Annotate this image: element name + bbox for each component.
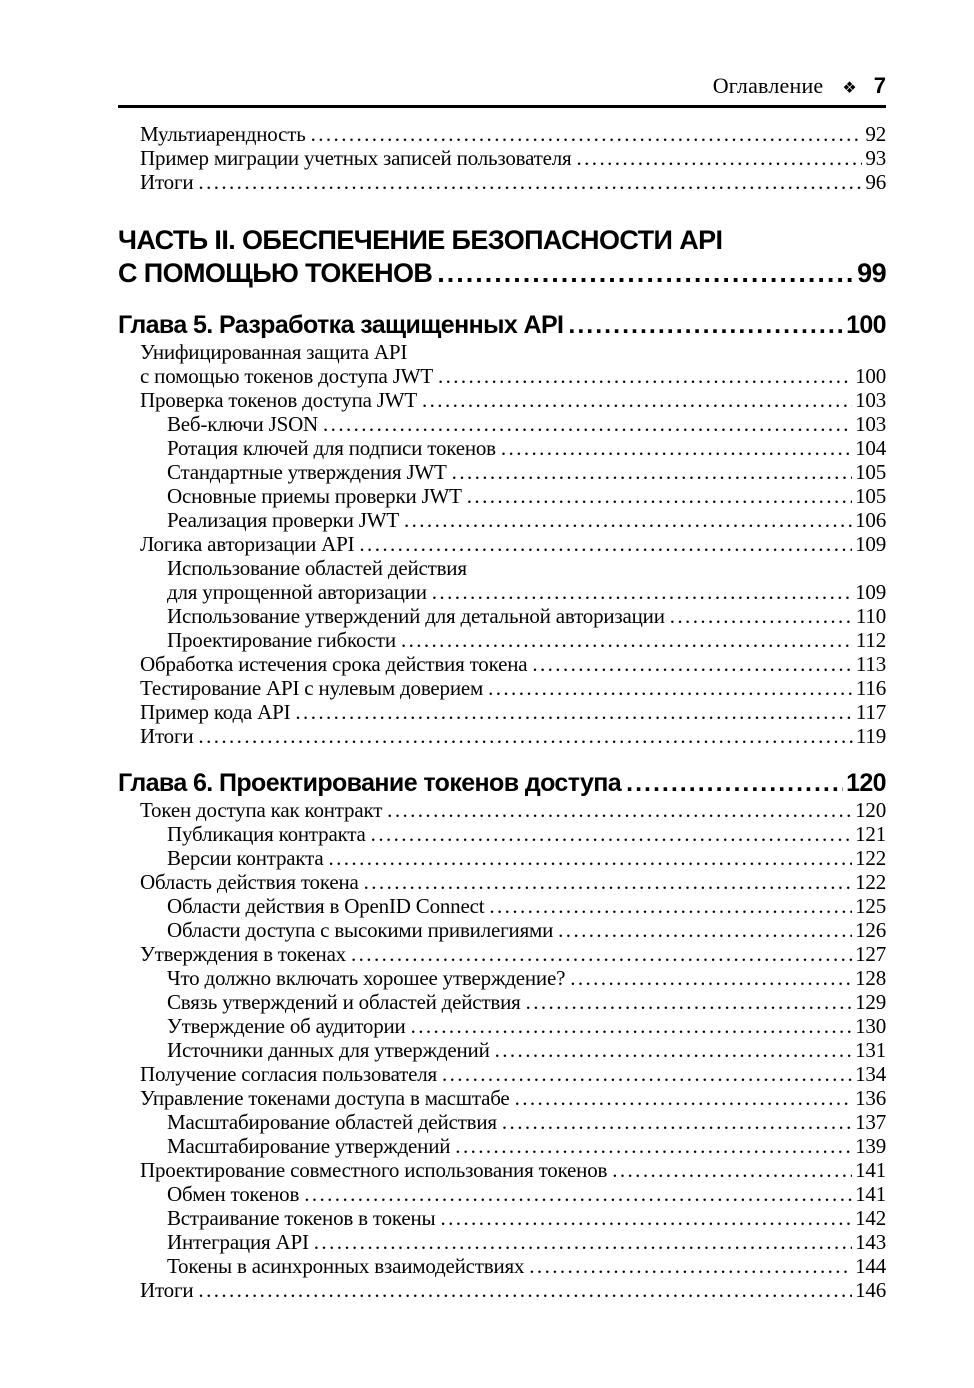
toc-page-number: 92 — [865, 122, 886, 146]
toc-leader-dots — [198, 170, 862, 194]
toc-page-number: 106 — [855, 508, 886, 532]
toc-page-number: 120 — [855, 798, 886, 822]
toc-page-number: 141 — [855, 1182, 886, 1206]
toc-entry-label: Итоги — [140, 170, 194, 194]
toc-page-number: 142 — [855, 1206, 886, 1230]
toc-row — [118, 508, 886, 532]
toc-leader-dots — [526, 990, 852, 1014]
toc-row — [118, 122, 886, 146]
toc-leader-dots — [452, 460, 852, 484]
header-rule — [118, 105, 886, 108]
toc-row — [118, 412, 886, 436]
toc-entry-label: Области доступа с высокими привилегиями — [167, 918, 554, 942]
toc-entry-label: ЧАСТЬ II. ОБЕСПЕЧЕНИЕ БЕЗОПАСНОСТИ API — [118, 225, 723, 255]
toc-entry-label: Встраивание токенов в токены — [167, 1206, 436, 1230]
toc-page-number: 125 — [855, 894, 886, 918]
toc-entry-label: Мультиарендность — [140, 122, 306, 146]
toc-page-number: 144 — [855, 1254, 886, 1278]
toc-page-number: 134 — [855, 1062, 886, 1086]
toc-row — [118, 724, 886, 748]
toc-entry-label: Утверждение об аудитории — [167, 1014, 406, 1038]
toc-entry-label: Глава 5. Разработка защищенных API — [118, 311, 564, 339]
toc-row — [118, 966, 886, 990]
toc-leader-dots — [515, 1086, 853, 1110]
toc-page-number: 105 — [855, 460, 886, 484]
toc-row — [118, 918, 886, 942]
toc-entry-label: Итоги — [140, 1278, 194, 1302]
toc-leader-dots — [295, 700, 852, 724]
toc-page-number: 128 — [855, 966, 886, 990]
toc-page-number: 103 — [855, 412, 886, 436]
toc-entry-label: Связь утверждений и областей действия — [167, 990, 521, 1014]
toc-entry-label: Унифицированная защита API — [140, 340, 408, 364]
toc-entry-label: Интеграция API — [167, 1230, 309, 1254]
toc-row — [118, 1062, 886, 1086]
toc-leader-dots — [501, 436, 852, 460]
toc-row — [118, 1230, 886, 1254]
toc-leader-dots — [323, 412, 852, 436]
toc-page-number: 105 — [855, 484, 886, 508]
toc-row — [118, 942, 886, 966]
toc-row — [118, 436, 886, 460]
toc-page-number: 104 — [855, 436, 886, 460]
toc-row — [118, 484, 886, 508]
toc-entry-label: Обмен токенов — [167, 1182, 300, 1206]
toc-page-number: 109 — [855, 580, 886, 604]
toc-entry-label: Пример миграции учетных записей пользователя — [140, 146, 572, 170]
toc-leader-dots — [558, 918, 852, 942]
toc-row — [118, 894, 886, 918]
toc-row — [118, 532, 886, 556]
toc-row — [118, 846, 886, 870]
toc-row — [118, 1014, 886, 1038]
toc-leader-dots — [495, 1038, 852, 1062]
toc-leader-dots — [401, 628, 853, 652]
toc — [118, 122, 886, 1302]
toc-page-number: 127 — [855, 942, 886, 966]
toc-leader-dots — [198, 1278, 852, 1302]
toc-page-number: 146 — [855, 1278, 886, 1302]
toc-leader-dots — [467, 484, 852, 508]
toc-row — [118, 822, 886, 846]
toc-entry-label: Обработка истечения срока действия токена — [140, 652, 528, 676]
toc-entry-label: Версии контракта — [167, 846, 324, 870]
toc-leader-dots — [351, 942, 852, 966]
toc-page-number: 117 — [855, 700, 886, 724]
toc-row — [118, 604, 886, 628]
toc-row — [118, 700, 886, 724]
toc-entry-label: Токены в асинхронных взаимодействиях — [167, 1254, 525, 1278]
toc-page-number: 119 — [855, 724, 886, 748]
toc-row — [118, 580, 886, 604]
toc-leader-dots — [328, 846, 852, 870]
toc-row — [118, 676, 886, 700]
toc-page-number: 122 — [855, 870, 886, 894]
toc-page-number: 121 — [855, 822, 886, 846]
toc-row — [118, 1134, 886, 1158]
toc-page-number: 113 — [855, 652, 886, 676]
toc-page-number: 112 — [855, 628, 886, 652]
toc-leader-dots — [440, 1206, 852, 1230]
toc-leader-dots — [437, 257, 854, 290]
toc-page-number: 110 — [855, 604, 886, 628]
toc-row — [118, 1206, 886, 1230]
toc-entry-label: Публикация контракта — [167, 822, 366, 846]
toc-entry-label: Область действия токена — [140, 870, 359, 894]
toc-leader-dots — [314, 1230, 852, 1254]
toc-entry-label: Ротация ключей для подписи токенов — [167, 436, 496, 460]
toc-leader-dots — [488, 676, 853, 700]
toc-page-number: 103 — [855, 388, 886, 412]
toc-leader-dots — [612, 1158, 852, 1182]
toc-leader-dots — [670, 604, 853, 628]
toc-row — [118, 257, 886, 290]
toc-row — [118, 1278, 886, 1302]
toc-page-number: 96 — [865, 170, 886, 194]
running-head-page-number: 7 — [873, 73, 886, 98]
toc-leader-dots — [432, 580, 852, 604]
toc-row — [118, 1038, 886, 1062]
toc-row — [118, 310, 886, 340]
diamond-ornament-icon: ❖ — [842, 78, 857, 97]
toc-entry-label: Итоги — [140, 724, 194, 748]
toc-entry-label: Глава 6. Проектирование токенов доступа — [118, 769, 622, 797]
toc-entry-label: Основные приемы проверки JWT — [167, 484, 462, 508]
toc-entry-label: Области действия в OpenID Connect — [167, 894, 485, 918]
toc-entry-label: для упрощенной авторизации — [167, 580, 427, 604]
toc-entry-label: с помощью токенов доступа JWT — [140, 364, 433, 388]
toc-leader-dots — [442, 1062, 852, 1086]
toc-page-number: 141 — [855, 1158, 886, 1182]
toc-row — [118, 364, 886, 388]
toc-row — [118, 340, 886, 364]
toc-row — [118, 388, 886, 412]
toc-entry-label: Токен доступа как контракт — [140, 798, 383, 822]
toc-row — [118, 224, 886, 257]
toc-entry-label: Проектирование гибкости — [167, 628, 396, 652]
toc-row — [118, 1182, 886, 1206]
toc-page-number: 131 — [855, 1038, 886, 1062]
toc-leader-dots — [364, 870, 852, 894]
toc-page-number: 143 — [855, 1230, 886, 1254]
toc-page-number: 136 — [855, 1086, 886, 1110]
toc-row — [118, 990, 886, 1014]
toc-row — [118, 1254, 886, 1278]
toc-entry-label: Проектирование совместного использования токенов — [140, 1158, 608, 1182]
toc-leader-dots — [387, 798, 852, 822]
toc-page-number: 100 — [846, 311, 886, 339]
toc-page-number: 130 — [855, 1014, 886, 1038]
toc-page-number: 116 — [855, 676, 886, 700]
toc-row — [118, 768, 886, 798]
toc-entry-label: Логика авторизации API — [140, 532, 355, 556]
toc-entry-label: Использование утверждений для детальной авторизации — [167, 604, 665, 628]
toc-leader-dots — [502, 1110, 852, 1134]
toc-entry-label: Получение согласия пользователя — [140, 1062, 437, 1086]
toc-leader-dots — [304, 1182, 852, 1206]
toc-page-number: 129 — [855, 990, 886, 1014]
toc-row — [118, 1110, 886, 1134]
toc-leader-dots — [455, 1134, 852, 1158]
toc-entry-label: Проверка токенов доступа JWT — [140, 388, 417, 412]
toc-leader-dots — [404, 508, 852, 532]
toc-row — [118, 556, 886, 580]
toc-entry-label: Что должно включать хорошее утверждение? — [167, 966, 566, 990]
toc-leader-dots — [371, 822, 852, 846]
toc-leader-dots — [570, 966, 852, 990]
toc-entry-label: Источники данных для утверждений — [167, 1038, 490, 1062]
toc-row — [118, 460, 886, 484]
toc-leader-dots — [529, 1254, 852, 1278]
toc-leader-dots — [311, 122, 863, 146]
toc-leader-dots — [198, 724, 852, 748]
toc-row — [118, 652, 886, 676]
toc-page-number: 109 — [855, 532, 886, 556]
toc-leader-dots — [532, 652, 853, 676]
toc-entry-label: Тестирование API с нулевым доверием — [140, 676, 484, 700]
toc-leader-dots — [568, 310, 843, 340]
toc-entry-label: Масштабирование утверждений — [167, 1134, 451, 1158]
toc-page-number: 93 — [865, 146, 886, 170]
toc-entry-label: С ПОМОЩЬЮ ТОКЕНОВ — [118, 258, 433, 288]
toc-page-number: 139 — [855, 1134, 886, 1158]
toc-leader-dots — [489, 894, 852, 918]
toc-entry-label: Утверждения в токенах — [140, 942, 346, 966]
toc-page-number: 100 — [855, 364, 886, 388]
toc-row — [118, 146, 886, 170]
toc-leader-dots — [411, 1014, 853, 1038]
running-head — [118, 74, 886, 100]
toc-leader-dots — [577, 146, 863, 170]
running-head-title: Оглавление — [712, 73, 824, 98]
toc-row — [118, 1086, 886, 1110]
toc-leader-dots — [359, 532, 852, 556]
toc-entry-label: Веб-ключи JSON — [167, 412, 319, 436]
toc-entry-label: Управление токенами доступа в масштабе — [140, 1086, 510, 1110]
toc-entry-label: Пример кода API — [140, 700, 291, 724]
toc-leader-dots — [422, 388, 852, 412]
toc-entry-label: Масштабирование областей действия — [167, 1110, 497, 1134]
toc-row — [118, 628, 886, 652]
toc-row — [118, 170, 886, 194]
toc-row — [118, 1158, 886, 1182]
toc-leader-dots — [626, 768, 843, 798]
toc-row — [118, 870, 886, 894]
toc-entry-label: Реализация проверки JWT — [167, 508, 399, 532]
toc-page-number: 120 — [846, 769, 886, 797]
toc-page-number: 99 — [857, 258, 886, 288]
toc-entry-label: Использование областей действия — [167, 556, 467, 580]
toc-row — [118, 798, 886, 822]
toc-page-number: 122 — [855, 846, 886, 870]
toc-page-number: 137 — [855, 1110, 886, 1134]
toc-entry-label: Стандартные утверждения JWT — [167, 460, 447, 484]
toc-page-number: 126 — [855, 918, 886, 942]
toc-leader-dots — [438, 364, 852, 388]
